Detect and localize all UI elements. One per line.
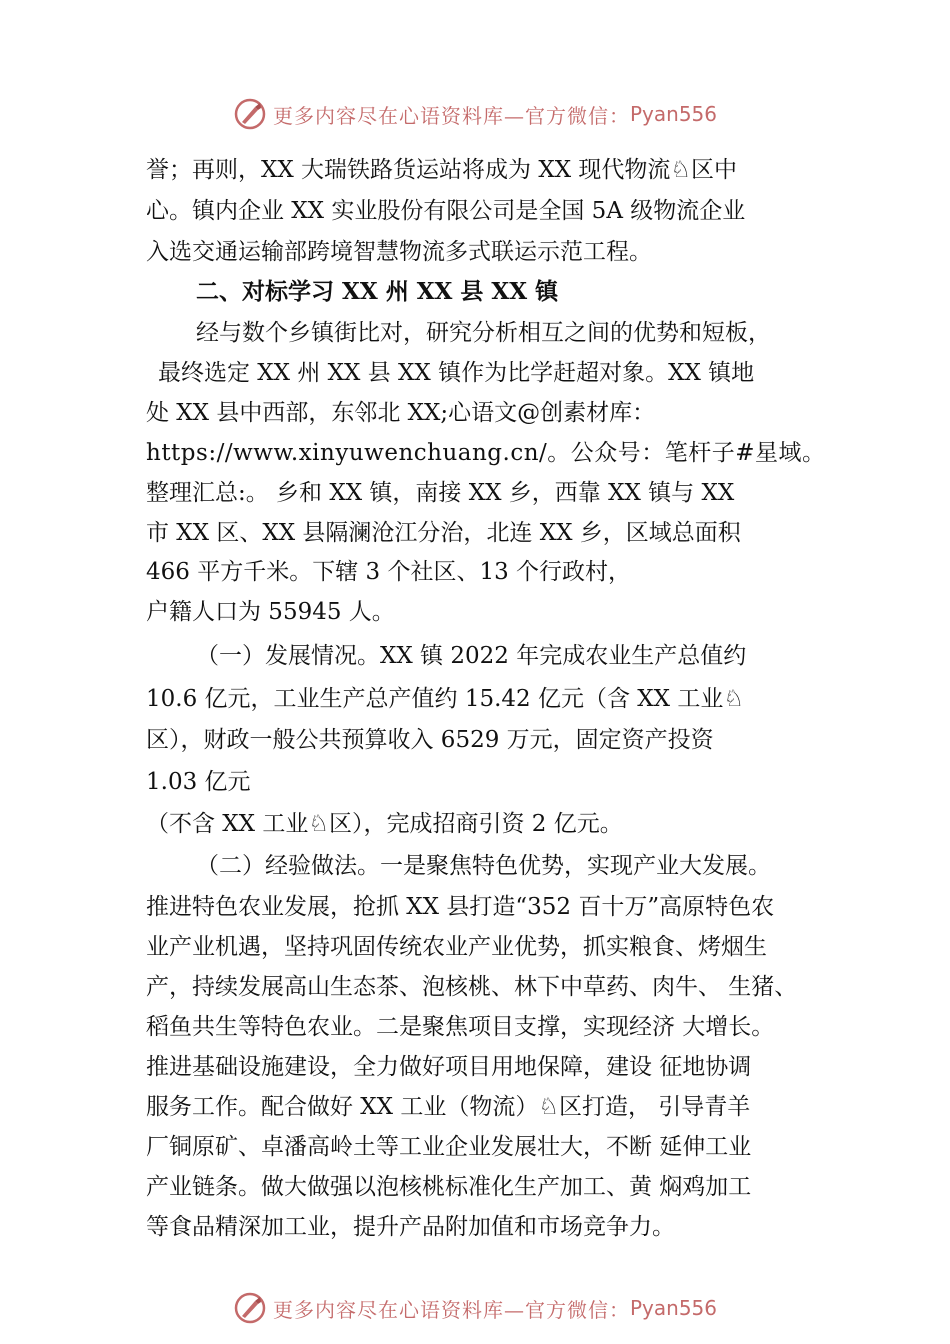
text-line: 最终选定 XX 州 XX 县 XX 镇作为比学赶超对象。XX 镇地 [158, 360, 755, 386]
section-heading: 二、对标学习 XX 州 XX 县 XX 镇 [196, 278, 559, 305]
banner-text: 更多内容尽在心语资料库—官方微信： [272, 1297, 630, 1322]
text-line: 入选交通运输部跨境智慧物流多式联运示范工程。 [146, 239, 652, 265]
text-line: 誉；再则，XX 大瑞铁路货运站将成为 XX 现代物流♘区中 [146, 157, 738, 183]
text-line: 厂铜原矿、卓潘高岭土等工业企业发展壮大，不断 延伸工业 [146, 1134, 752, 1160]
wechat-id: Pyan556 [629, 1296, 717, 1320]
subsection-heading: （二）经验做法。一是聚焦特色优势，实现产业大发展。 [196, 853, 771, 879]
banner-text: 更多内容尽在心语资料库—官方微信： [272, 103, 630, 128]
text-line: （不含 XX 工业♘区），完成招商引资 2 亿元。 [146, 811, 623, 837]
text-line: 产，持续发展高山生态茶、泡核桃、林下中草药、肉牛、 生猪、 [146, 974, 798, 1000]
header-banner [0, 92, 950, 136]
text-line: 服务工作。配合做好 XX 工业（物流）♘区打造， 引导青羊 [146, 1094, 751, 1120]
text-line: 业产业机遇，坚持巩固传统农业产业优势，抓实粮食、烤烟生 [146, 934, 767, 960]
text-line: 1.03 亿元 [146, 769, 251, 795]
text-line: 推进特色农业发展，抢抓 XX 县打造“352 百十万”高原特色农 [146, 894, 775, 920]
text-line: 整理汇总:。 乡和 XX 镇，南接 XX 乡，西靠 XX 镇与 XX [146, 480, 735, 506]
text-line: 处 XX 县中西部，东邻北 XX;心语文@创素材库： [146, 400, 656, 426]
text-line: 推进基础设施建设，全力做好项目用地保障，建设 征地协调 [146, 1054, 752, 1080]
text-line: 466 平方千米。下辖 3 个社区、13 个行政村， [146, 559, 632, 585]
pen-logo-icon [233, 97, 267, 131]
text-line: 稻鱼共生等特色农业。二是聚焦项目支撑，实现经济 大增长。 [146, 1014, 775, 1040]
text-line: 10.6 亿元，工业生产总产值约 15.42 亿元（含 XX 工业♘ [146, 686, 744, 712]
text-line: 市 XX 区、XX 县隔澜沧江分治，北连 XX 乡，区域总面积 [146, 520, 741, 546]
wechat-id: Pyan556 [629, 102, 717, 126]
subsection-heading: （一）发展情况。XX 镇 2022 年完成农业生产总值约 [196, 643, 747, 669]
text-line: 区），财政一般公共预算收入 6529 万元，固定资产投资 [146, 727, 714, 753]
url-line: https://www.xinyuwenchuang.cn/。公众号：笔杆子#星域。 [146, 440, 826, 466]
text-line: 经与数个乡镇街比对，研究分析相互之间的优势和短板， [196, 320, 771, 346]
text-line: 等食品精深加工业，提升产品附加值和市场竞争力。 [146, 1214, 675, 1240]
pen-logo-icon [233, 1291, 267, 1325]
text-line: 产业链条。做大做强以泡核桃标准化生产加工、黄 焖鸡加工 [146, 1174, 752, 1200]
text-line: 心。镇内企业 XX 实业股份有限公司是全国 5A 级物流企业 [146, 198, 746, 224]
text-line: 户籍人口为 55945 人。 [146, 599, 395, 625]
footer-banner [0, 1286, 950, 1330]
